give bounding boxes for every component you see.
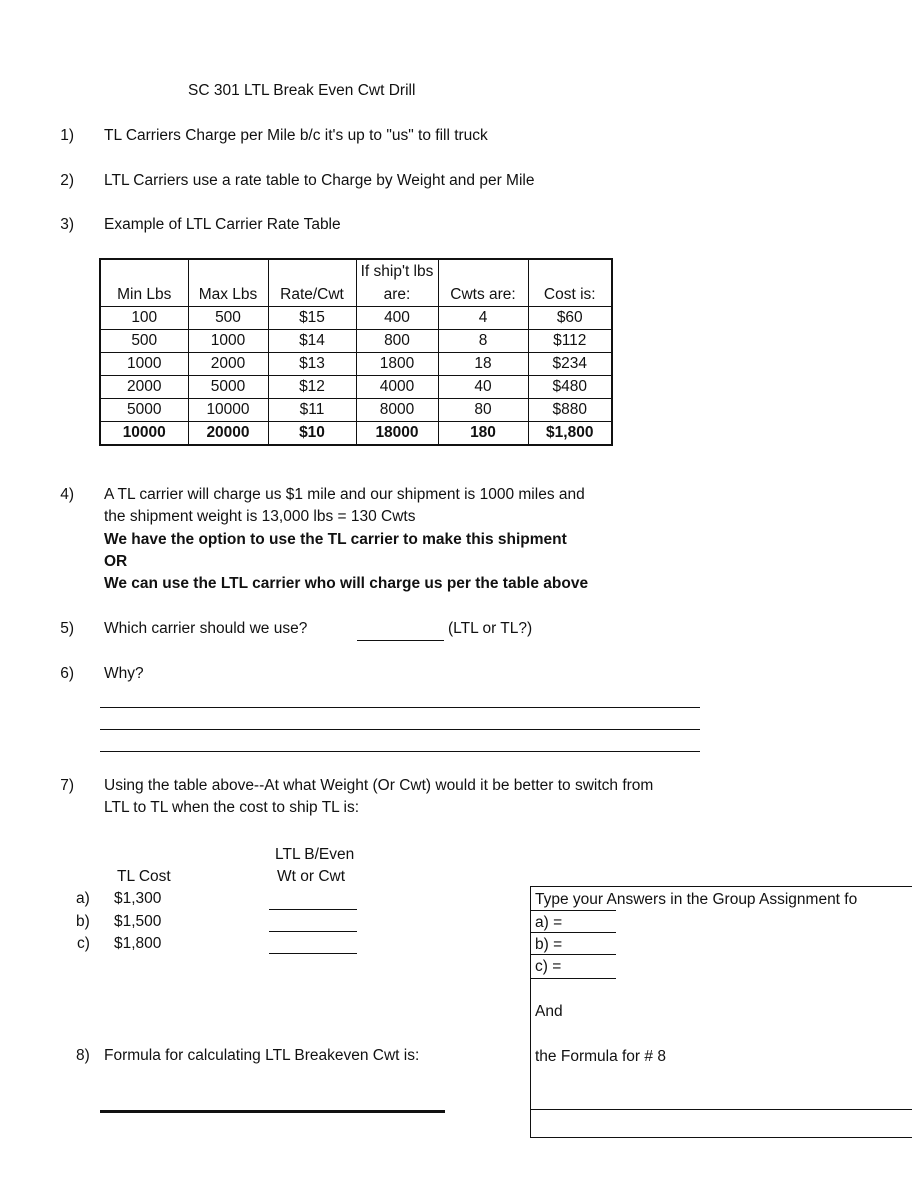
table-cell: $12 bbox=[268, 376, 356, 399]
table-cell: 5000 bbox=[100, 399, 188, 422]
item-text-8: Formula for calculating LTL Breakeven Cwt is: bbox=[104, 1047, 420, 1064]
tl-cost-c: $1,800 bbox=[114, 935, 162, 952]
tl-row-letter-b: b) bbox=[76, 913, 90, 930]
page-title: SC 301 LTL Break Even Cwt Drill bbox=[188, 82, 416, 99]
rate-table-header-row bbox=[100, 284, 612, 307]
table-cell: 1000 bbox=[188, 330, 268, 353]
table-cell: $13 bbox=[268, 353, 356, 376]
table-cell: 4000 bbox=[356, 376, 438, 399]
header-min-lbs: Min Lbs bbox=[100, 284, 188, 307]
tl-cost-b: $1,500 bbox=[114, 913, 162, 930]
table-row-total bbox=[100, 422, 612, 446]
item-number-6: 6) bbox=[60, 665, 74, 682]
answer-box-title: Type your Answers in the Group Assignment fo bbox=[535, 891, 858, 908]
table-cell: 500 bbox=[100, 330, 188, 353]
answer-box-c-line bbox=[531, 978, 616, 979]
answer-box-b[interactable]: b) = bbox=[535, 936, 563, 953]
table-cell: 2000 bbox=[100, 376, 188, 399]
answer-box-c[interactable]: c) = bbox=[535, 958, 562, 975]
table-cell: 180 bbox=[438, 422, 528, 446]
answer-blank-a[interactable] bbox=[269, 909, 357, 910]
answer-blank-carrier[interactable] bbox=[357, 640, 444, 641]
rate-table-header-top-row bbox=[100, 259, 612, 284]
answer-box-a-line bbox=[531, 932, 616, 933]
item-text-4-bold3: We can use the LTL carrier who will charge us per the table above bbox=[104, 575, 589, 592]
table-cell: 1000 bbox=[100, 353, 188, 376]
answer-box-and: And bbox=[535, 1003, 563, 1020]
table-cell: 400 bbox=[356, 307, 438, 330]
table-cell: $60 bbox=[528, 307, 612, 330]
table-cell: 8 bbox=[438, 330, 528, 353]
table-row bbox=[100, 307, 612, 330]
table-cell: $11 bbox=[268, 399, 356, 422]
tl-cost-header: TL Cost bbox=[117, 868, 171, 885]
table-cell: 18 bbox=[438, 353, 528, 376]
table-cell: $480 bbox=[528, 376, 612, 399]
table-row bbox=[100, 376, 612, 399]
item-text-4-bold1: We have the option to use the TL carrier to make this shipment bbox=[104, 531, 567, 548]
header-cwts: Cwts are: bbox=[438, 284, 528, 307]
item-text-7-line2: LTL to TL when the cost to ship TL is: bbox=[104, 799, 360, 816]
item-number-3: 3) bbox=[60, 216, 74, 233]
item-number-2: 2) bbox=[60, 172, 74, 189]
header-max-lbs: Max Lbs bbox=[188, 284, 268, 307]
table-cell: $14 bbox=[268, 330, 356, 353]
table-cell: $15 bbox=[268, 307, 356, 330]
item-number-5: 5) bbox=[60, 620, 74, 637]
table-cell: $112 bbox=[528, 330, 612, 353]
table-cell: 20000 bbox=[188, 422, 268, 446]
answer-box bbox=[530, 886, 912, 1138]
table-cell: $880 bbox=[528, 399, 612, 422]
item-number-1: 1) bbox=[60, 127, 74, 144]
table-cell: 80 bbox=[438, 399, 528, 422]
answer-box-b-line bbox=[531, 954, 616, 955]
item-text-6: Why? bbox=[104, 665, 144, 682]
item-number-4: 4) bbox=[60, 486, 74, 503]
header-ship-lbs: are: bbox=[356, 284, 438, 307]
header-top-ship-lbs: If ship't lbs bbox=[356, 259, 438, 284]
table-cell: $234 bbox=[528, 353, 612, 376]
item-text-7-line1: Using the table above--At what Weight (Or Cwt) would it be better to switch from bbox=[104, 777, 654, 794]
header-cost: Cost is: bbox=[528, 284, 612, 307]
table-cell: $1,800 bbox=[528, 422, 612, 446]
table-row bbox=[100, 353, 612, 376]
item-text-3: Example of LTL Carrier Rate Table bbox=[104, 216, 341, 233]
table-cell: 40 bbox=[438, 376, 528, 399]
item-text-4-line2: the shipment weight is 13,000 lbs = 130 Cwts bbox=[104, 508, 416, 525]
rate-table bbox=[99, 258, 613, 446]
table-cell: 10000 bbox=[100, 422, 188, 446]
item-text-4-or: OR bbox=[104, 553, 128, 570]
table-cell: 500 bbox=[188, 307, 268, 330]
table-cell: 4 bbox=[438, 307, 528, 330]
table-cell: 2000 bbox=[188, 353, 268, 376]
tl-row-letter-a: a) bbox=[76, 890, 90, 907]
answer-line-why-1[interactable] bbox=[100, 707, 700, 708]
answer-blank-c[interactable] bbox=[269, 953, 357, 954]
item-text-1: TL Carriers Charge per Mile b/c it's up to "us" to fill truck bbox=[104, 127, 488, 144]
answer-blank-b[interactable] bbox=[269, 931, 357, 932]
item-text-2: LTL Carriers use a rate table to Charge by Weight and per Mile bbox=[104, 172, 535, 189]
formula-answer-line[interactable] bbox=[100, 1110, 445, 1113]
breakeven-header-line1: LTL B/Even bbox=[275, 846, 355, 863]
answer-line-why-3[interactable] bbox=[100, 751, 700, 752]
table-cell: 10000 bbox=[188, 399, 268, 422]
answer-box-a[interactable]: a) = bbox=[535, 914, 563, 931]
table-cell: 5000 bbox=[188, 376, 268, 399]
table-row bbox=[100, 330, 612, 353]
tl-cost-a: $1,300 bbox=[114, 890, 162, 907]
answer-box-formula-label: the Formula for # 8 bbox=[535, 1048, 666, 1065]
answer-box-formula-line[interactable] bbox=[531, 1109, 912, 1110]
item-number-8: 8) bbox=[76, 1047, 90, 1064]
item-hint-5: (LTL or TL?) bbox=[448, 620, 533, 637]
answer-line-why-2[interactable] bbox=[100, 729, 700, 730]
tl-row-letter-c: c) bbox=[77, 935, 90, 952]
breakeven-header-line2: Wt or Cwt bbox=[277, 868, 346, 885]
table-cell: 800 bbox=[356, 330, 438, 353]
table-cell: 8000 bbox=[356, 399, 438, 422]
table-cell: 1800 bbox=[356, 353, 438, 376]
table-cell: $10 bbox=[268, 422, 356, 446]
item-text-5: Which carrier should we use? bbox=[104, 620, 308, 637]
item-number-7: 7) bbox=[60, 777, 74, 794]
item-text-4-line1: A TL carrier will charge us $1 mile and our shipment is 1000 miles and bbox=[104, 486, 585, 503]
table-cell: 100 bbox=[100, 307, 188, 330]
header-rate-cwt: Rate/Cwt bbox=[268, 284, 356, 307]
answer-box-divider bbox=[531, 910, 616, 911]
table-row bbox=[100, 399, 612, 422]
table-cell: 18000 bbox=[356, 422, 438, 446]
